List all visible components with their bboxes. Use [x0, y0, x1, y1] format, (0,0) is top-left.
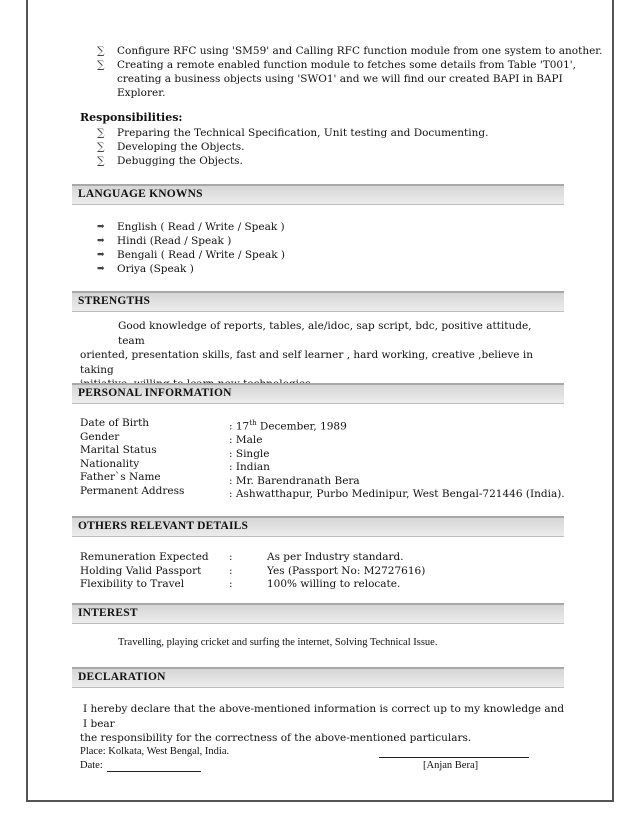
section-title: INTEREST — [78, 607, 138, 619]
list-item: ∑ Preparing the Technical Specification, Unit testing and Documenting. — [97, 127, 489, 139]
section-personal-information — [72, 383, 564, 404]
interest-text: Travelling, playing cricket and surfing the internet, Solving Technical Issue. — [118, 637, 438, 648]
arrow-bullet-icon: ➡ — [97, 236, 105, 246]
arrow-bullet-icon: ➡ — [97, 264, 105, 274]
personal-values: : 17th December, 1989 : Male : Single : Indian : Mr. Barendranath Bera : Ashwatthapur, Purbo Medinipur, West Bengal-721446 (India). — [229, 419, 565, 500]
others-values: As per Industry standard. Yes (Passport No: M2727616) 100% willing to relocate. — [267, 551, 426, 590]
arrow-bullet-icon: ➡ — [97, 222, 105, 232]
section-interest — [72, 603, 564, 624]
section-title: DECLARATION — [78, 671, 166, 683]
date-line — [107, 771, 201, 772]
list-item: ➡ Bengali ( Read / Write / Speak ) — [97, 249, 286, 261]
date-label: Date: — [80, 760, 103, 771]
sigma-bullet-icon: ∑ — [97, 155, 105, 167]
personal-labels: Date of Birth Gender Marital Status Nationality Father`s Name Permanent Address — [80, 417, 185, 497]
section-title: PERSONAL INFORMATION — [78, 387, 232, 399]
others-labels: Remuneration Expected Holding Valid Passport Flexibility to Travel — [80, 551, 209, 590]
section-title: OTHERS RELEVANT DETAILS — [78, 520, 249, 532]
list-item: ∑ Developing the Objects. — [97, 141, 245, 153]
declaration-paragraph: I hereby declare that the above-mentioned information is correct up to my knowledge and I bear the responsibility for the correctness of the above-mentioned particulars. — [80, 703, 565, 744]
sigma-bullet-icon: ∑ — [97, 127, 105, 139]
place-text: Place: Kolkata, West Bengal, India. — [80, 746, 230, 757]
list-item: ➡ English ( Read / Write / Speak ) — [97, 221, 285, 233]
section-declaration — [72, 667, 564, 688]
responsibilities-list — [97, 126, 488, 168]
section-title: STRENGTHS — [78, 295, 151, 307]
list-item: ∑ Creating a remote enabled function module to fetches some details from Table 'T001', creating a business objects using 'SWO1' and we will find our created BAPI in BAPI Explorer. — [97, 59, 576, 99]
arrow-bullet-icon: ➡ — [97, 250, 105, 260]
responsibilities-heading: Responsibilities: — [80, 111, 183, 124]
signature-line — [379, 757, 529, 758]
list-item: ➡ Hindi (Read / Speak ) — [97, 235, 232, 247]
list-item: ∑ Debugging the Objects. — [97, 155, 243, 167]
section-strengths — [72, 291, 564, 312]
sigma-bullet-icon: ∑ — [97, 45, 105, 57]
section-others-relevant-details — [72, 516, 564, 537]
sigma-bullet-icon: ∑ — [97, 59, 105, 71]
language-list — [97, 220, 285, 276]
section-title: LANGUAGE KNOWNS — [78, 188, 203, 200]
sigma-bullet-icon: ∑ — [97, 141, 105, 153]
list-item: ➡ Oriya (Speak ) — [97, 263, 194, 275]
section-language — [72, 184, 564, 205]
rfc-list — [97, 44, 603, 100]
list-item: ∑ Configure RFC using 'SM59' and Calling RFC function module from one system to another. — [97, 45, 603, 57]
others-colons: : : : — [229, 551, 233, 590]
signature-name: [Anjan Bera] — [423, 760, 479, 771]
strengths-paragraph: Good knowledge of reports, tables, ale/idoc, sap script, bdc, positive attitude, team oriented, presentation skills, fast and self learner , hard working, creative ,believe in taking — [80, 320, 533, 376]
